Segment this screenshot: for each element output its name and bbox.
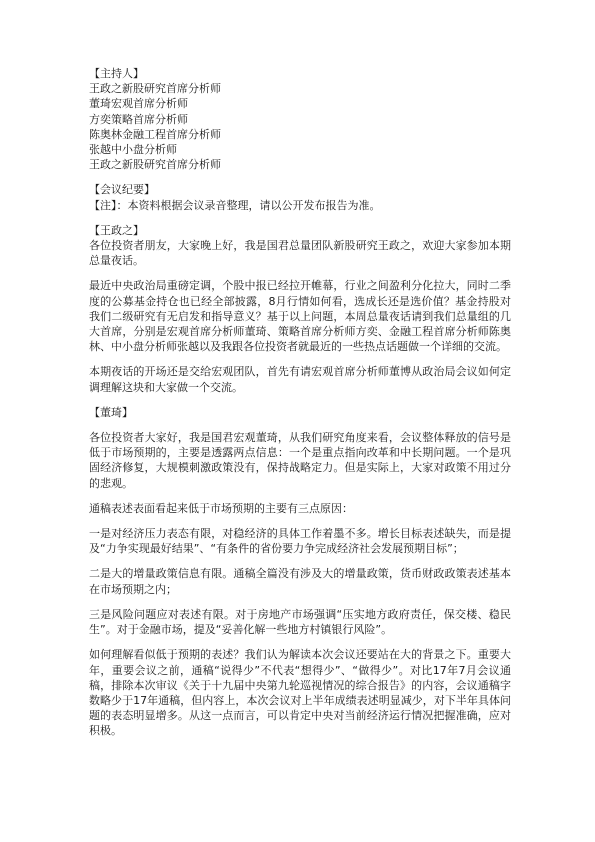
host-line: 方奕策略首席分析师 — [89, 112, 188, 126]
hosts-section — [89, 66, 511, 172]
host-line: 陈奥林金融工程首席分析师 — [89, 127, 221, 141]
paragraph: 一是对经济压力表态有限，对稳经济的具体工作着墨不多。增长目标表述缺失，而是提及“力争实现最好结果”、“有条件的省份要力争完成经济社会发展预期目标”； — [89, 527, 511, 556]
speaker-name: 【董琦】 — [89, 405, 133, 419]
paragraph: 本期夜话的开场还是交给宏观团队，首先有请宏观首席分析师董博从政治局会议如何定调理解这块和大家做一个交流。 — [89, 365, 511, 394]
host-line: 王政之新股研究首席分析师 — [89, 158, 221, 172]
speaker-section — [89, 405, 511, 739]
speaker-section — [89, 223, 511, 395]
host-line: 张越中小盘分析师 — [89, 143, 177, 157]
host-line: 王政之新股研究首席分析师 — [89, 82, 221, 96]
summary-note: 【注】：本资料根据会议录音整理，请以公开发布报告为准。 — [89, 198, 381, 212]
paragraph: 各位投资者大家好，我是国君宏观董琦，从我们研究角度来看，会议整体释放的信号是低于市场预期的，主要是透露两点信息：一个是重点指向改革和中长期问题。一个是巩固经济修复，大规模刺激政策没有，保持战略定力。但是实际上，大家对政策不用过分的悲观。 — [89, 431, 511, 490]
paragraph: 二是大的增量政策信息有限。通稿全篇没有涉及大的增量政策，货币财政政策表述基本在市场预期之内； — [89, 567, 511, 596]
paragraph: 通稿表述表面看起来低于市场预期的主要有三点原因： — [89, 501, 353, 515]
paragraph: 如何理解看似低于预期的表述？我们认为解读本次会议还要站在大的背景之下。重要大年，重要会议之前，通稿“说得少”不代表“想得少”、“做得少”。对比17年7月会议通稿，排除本次审议《关于十九届中央第九轮巡视情况的综合报告》的内容，会议通稿字数略少于17年通稿，但内容上，本次会议对上半年成绩表述明显减少，对下半年具体问题的表态明显增多。从这一点而言，可以肯定中央对当前经济运行情况把握准确，应对积极。 — [89, 648, 511, 738]
paragraph: 三是风险问题应对表述有限。对于房地产市场强调“压实地方政府责任，保交楼、稳民生”。对于金融市场，提及“妥善化解一些地方村镇银行风险”。 — [89, 607, 511, 637]
host-line: 董琦宏观首席分析师 — [89, 97, 188, 111]
summary-header: 【会议纪要】 — [89, 183, 155, 197]
summary-section — [89, 182, 511, 212]
paragraph: 各位投资者朋友，大家晚上好，我是国君总量团队新股研究王政之，欢迎大家参加本期总量夜话。 — [89, 239, 511, 268]
hosts-header: 【主持人】 — [89, 67, 144, 80]
speaker-name: 【王政之】 — [89, 223, 144, 237]
paragraph: 最近中央政治局重磅定调，个股中报已经拉开帷幕，行业之间盈利分化拉大，同时二季度的公募基金持仓也已经全部披露，8月行情如何看，选成长还是选价值？基金持股对我们二级研究有无启发和指导意义？基于以上问题，本周总量夜话请到我们总量组的几大首席，分别是宏观首席分析师董琦、策略首席分析师方奕、金融工程首席分析师陈奥林、中小盘分析师张越以及我跟各位投资者就最近的一些热点话题做一个详细的交流。 — [89, 279, 511, 354]
